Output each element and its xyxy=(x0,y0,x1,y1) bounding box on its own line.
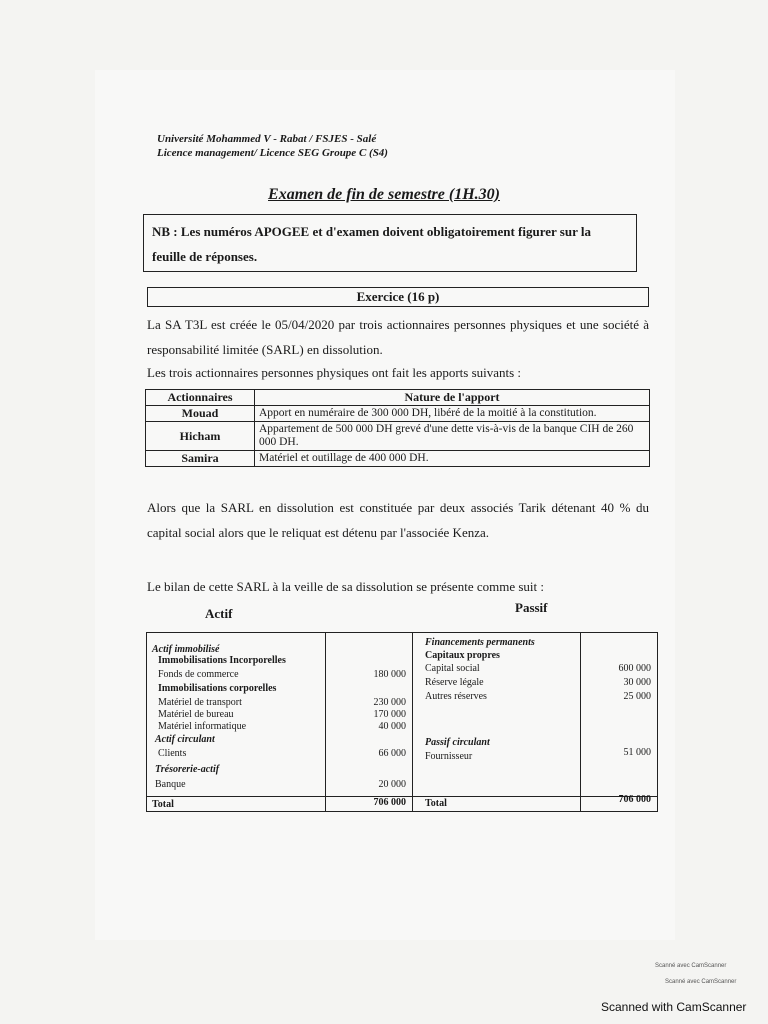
paragraph-bilan: Le bilan de cette SARL à la veille de sa dissolution se présente comme suit : xyxy=(147,579,544,594)
capital-social-label: Capital social xyxy=(425,663,480,674)
financements-permanents-heading: Financements permanents xyxy=(425,637,535,648)
clients-label: Clients xyxy=(158,748,187,759)
paragraph-intro: La SA T3L est créée le 05/04/2020 par trois actionnaires personnes physiques et une société à responsabilité limitée (SARL) en dissolution. xyxy=(147,317,649,357)
table-row xyxy=(146,451,650,467)
autres-reserves-label: Autres réserves xyxy=(425,691,487,702)
bureau-value: 170 000 xyxy=(373,709,406,720)
fonds-label: Fonds de commerce xyxy=(158,669,239,680)
immo-corporelles-heading: Immobilisations corporelles xyxy=(158,683,277,694)
bureau-label: Matériel de bureau xyxy=(158,709,234,720)
divider xyxy=(580,633,581,811)
passif-circulant-heading: Passif circulant xyxy=(425,737,490,748)
actif-total-label: Total xyxy=(152,799,174,810)
camscanner-stamp-small-2: Scanné avec CamScanner xyxy=(665,979,737,985)
exercise-title: Exercice (16 p) xyxy=(147,287,649,307)
table-row xyxy=(146,406,650,422)
camscanner-stamp-small: Scanné avec CamScanner xyxy=(655,963,727,969)
actionnaire-name: Samira xyxy=(146,451,255,467)
actif-immobilise-heading: Actif immobilisé xyxy=(152,644,220,655)
camscanner-watermark: Scanned with CamScanner xyxy=(601,1000,747,1014)
actionnaire-name: Mouad xyxy=(146,406,255,422)
passif-total-value: 706 000 xyxy=(618,794,651,805)
header-line-1: Université Mohammed V - Rabat / FSJES - Salé xyxy=(157,133,377,145)
passif-total-label: Total xyxy=(425,798,447,809)
apports-table xyxy=(145,389,650,467)
table-row xyxy=(146,422,650,451)
reserve-legale-value: 30 000 xyxy=(623,677,651,688)
university-header xyxy=(157,132,388,160)
column-header-nature: Nature de l'apport xyxy=(255,390,650,406)
clients-value: 66 000 xyxy=(378,748,406,759)
tresorerie-heading: Trésorerie-actif xyxy=(155,764,220,775)
informatique-label: Matériel informatique xyxy=(158,721,247,732)
actionnaire-name: Hicham xyxy=(146,422,255,451)
apport-nature: Matériel et outillage de 400 000 DH. xyxy=(255,451,650,467)
immo-incorporelles-heading: Immobilisations Incorporelles xyxy=(158,655,286,666)
actif-total-value: 706 000 xyxy=(373,797,406,808)
banque-label: Banque xyxy=(155,779,186,790)
actif-label: Actif xyxy=(205,606,233,621)
paragraph-associes: Alors que la SARL en dissolution est constituée par deux associés Tarik détenant 40 % du capital social alors que le reliquat est détenu par l'associée Kenza. xyxy=(147,500,649,540)
autres-reserves-value: 25 000 xyxy=(623,691,651,702)
paragraph-apports: Les trois actionnaires personnes physiques ont fait les apports suivants : xyxy=(147,365,522,380)
column-header-actionnaires: Actionnaires xyxy=(146,390,255,406)
fonds-value: 180 000 xyxy=(373,669,406,680)
nb-notice: NB : Les numéros APOGEE et d'examen doivent obligatoirement figurer sur la feuille de réponses. xyxy=(143,214,637,272)
apport-nature: Apport en numéraire de 300 000 DH, libéré de la moitié à la constitution. xyxy=(255,406,650,422)
header-line-2: Licence management/ Licence SEG Groupe C (S4) xyxy=(157,147,388,159)
informatique-value: 40 000 xyxy=(378,721,406,732)
actif-circulant-heading: Actif circulant xyxy=(155,734,215,745)
balance-sheet xyxy=(146,632,658,812)
exam-title: Examen de fin de semestre (1H.30) xyxy=(268,186,500,203)
transport-label: Matériel de transport xyxy=(158,697,242,708)
capitaux-propres-heading: Capitaux propres xyxy=(425,650,500,661)
reserve-legale-label: Réserve légale xyxy=(425,677,484,688)
apport-nature: Appartement de 500 000 DH grevé d'une dette vis-à-vis de la banque CIH de 260 000 DH. xyxy=(255,422,650,451)
capital-social-value: 600 000 xyxy=(618,663,651,674)
transport-value: 230 000 xyxy=(373,697,406,708)
table-header-row xyxy=(146,390,650,406)
divider xyxy=(412,633,413,811)
fournisseur-label: Fournisseur xyxy=(425,751,473,762)
fournisseur-value: 51 000 xyxy=(623,747,651,758)
divider xyxy=(325,633,326,811)
banque-value: 20 000 xyxy=(378,779,406,790)
passif-label: Passif xyxy=(515,600,548,615)
